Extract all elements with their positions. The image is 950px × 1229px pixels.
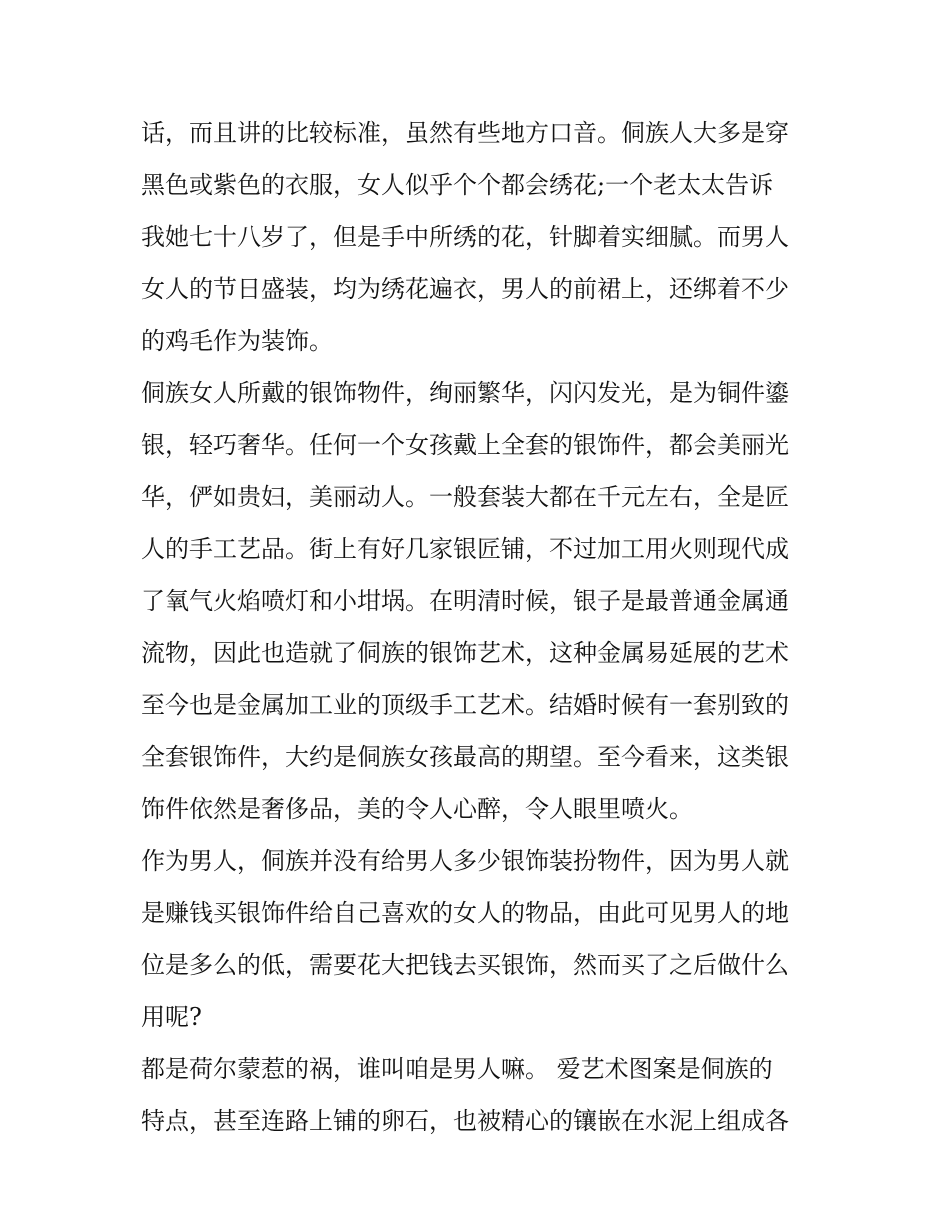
text-line: 银，轻巧奢华。任何一个女孩戴上全套的银饰件，都会美丽光 <box>141 431 789 459</box>
text-line: 流物，因此也造就了侗族的银饰艺术，这种金属易延展的艺术 <box>141 639 789 667</box>
text-line: 用呢? <box>141 1003 202 1031</box>
text-line: 了氧气火焰喷灯和小坩埚。在明清时候，银子是最普通金属通 <box>141 587 789 615</box>
text-line: 黑色或紫色的衣服，女人似乎个个都会绣花;一个老太太告诉 <box>141 171 774 199</box>
text-line: 特点，甚至连路上铺的卵石，也被精心的镶嵌在水泥上组成各 <box>141 1107 789 1135</box>
text-line: 至今也是金属加工业的顶级手工艺术。结婚时候有一套别致的 <box>141 691 789 719</box>
text-line: 女人的节日盛装，均为绣花遍衣，男人的前裙上，还绑着不少 <box>141 275 789 303</box>
text-line: 全套银饰件，大约是侗族女孩最高的期望。至今看来，这类银 <box>141 743 789 771</box>
text-line: 话，而且讲的比较标准，虽然有些地方口音。侗族人大多是穿 <box>141 119 789 147</box>
text-line: 华，俨如贵妇，美丽动人。一般套装大都在千元左右，全是匠 <box>141 483 789 511</box>
text-line: 我她七十八岁了，但是手中所绣的花，针脚着实细腻。而男人 <box>141 223 789 251</box>
text-line: 人的手工艺品。街上有好几家银匠铺，不过加工用火则现代成 <box>141 535 789 563</box>
text-line: 都是荷尔蒙惹的祸，谁叫咱是男人嘛。 爱艺术图案是侗族的 <box>141 1055 773 1083</box>
text-line: 作为男人，侗族并没有给男人多少银饰装扮物件，因为男人就 <box>141 847 789 875</box>
text-line: 是赚钱买银饰件给自己喜欢的女人的物品，由此可见男人的地 <box>141 899 789 927</box>
text-line: 位是多么的低，需要花大把钱去买银饰，然而买了之后做什么 <box>141 951 789 979</box>
body-text <box>141 107 821 1147</box>
text-line: 饰件依然是奢侈品，美的令人心醉，令人眼里喷火。 <box>141 795 693 823</box>
text-line: 侗族女人所戴的银饰物件，绚丽繁华，闪闪发光，是为铜件鎏 <box>141 379 789 407</box>
text-line: 的鸡毛作为装饰。 <box>141 327 333 355</box>
